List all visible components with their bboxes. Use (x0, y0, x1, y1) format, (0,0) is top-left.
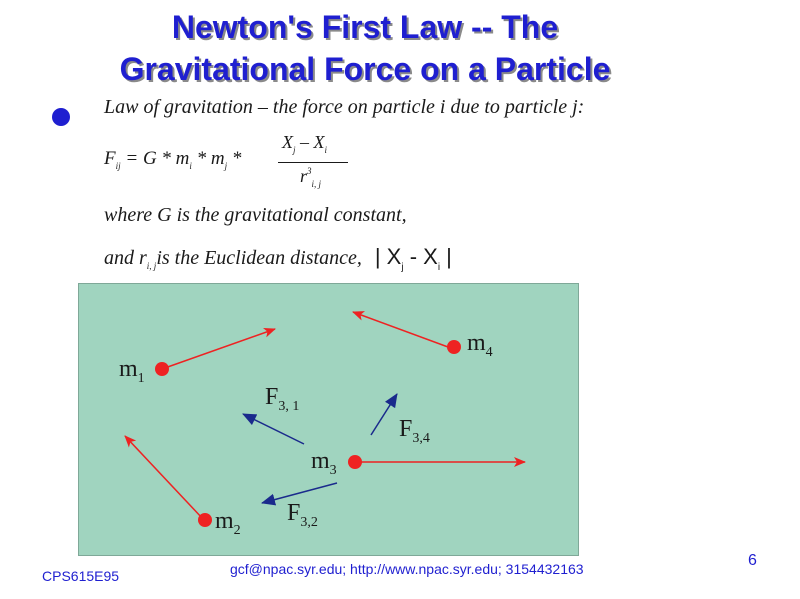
particle-m4 (447, 340, 461, 354)
label-m2-sub: 2 (233, 523, 241, 538)
formula-denominator (300, 166, 321, 187)
num-xi-sub: i (324, 145, 328, 155)
den-sub: i, j (311, 179, 322, 189)
and-text: and r (104, 247, 147, 269)
label-f31 (265, 384, 300, 414)
label-m4-main: m (467, 330, 486, 356)
course-code: CPS615E95 (42, 568, 120, 584)
label-f32 (287, 500, 318, 530)
dist-minus: - X (403, 244, 438, 269)
den-r: r (300, 166, 308, 186)
label-m1-main: m (119, 356, 138, 382)
title-line-2: Gravitational Force on a Particle (119, 51, 611, 87)
label-m4 (467, 330, 493, 360)
velocity-arrow-m2 (125, 436, 203, 519)
distance-expression (374, 244, 452, 273)
page-number: 6 (748, 552, 757, 569)
and-sub: i, j (146, 261, 157, 271)
formula-star: * (231, 148, 242, 169)
label-m1-sub: 1 (137, 371, 145, 386)
label-f32-main: F (287, 500, 301, 526)
label-m1 (119, 356, 145, 386)
law-statement: Law of gravitation – the force on particle i due to particle j: (104, 96, 585, 118)
gravitation-formula (104, 128, 374, 192)
label-f34 (399, 416, 430, 446)
den-sup: 3 (307, 166, 312, 176)
label-f34-main: F (399, 416, 413, 442)
slide-title (0, 6, 730, 90)
label-f31-main: F (265, 384, 279, 410)
label-m3-main: m (311, 448, 330, 474)
contact-info: gcf@npac.syr.edu; http://www.npac.syr.edu; 3154432163 (230, 561, 584, 577)
force-diagram (78, 283, 579, 556)
num-xi: – X (300, 132, 325, 152)
particle-m1 (155, 362, 169, 376)
velocity-arrow-m4 (353, 312, 448, 347)
label-m4-sub: 4 (485, 345, 493, 360)
formula-lhs (104, 148, 241, 170)
formula-f: F (104, 148, 116, 169)
force-arrow-f34 (371, 394, 397, 435)
force-arrow-f31 (243, 414, 304, 444)
bullet-icon (52, 108, 70, 126)
formula-f-sub: ij (115, 161, 121, 171)
label-m3-sub: 3 (329, 463, 337, 478)
formula-mi-sub: i (189, 161, 192, 171)
formula-eq: = G * m (125, 148, 190, 169)
dist-sub-i: i (437, 262, 441, 273)
dist-sub-j: j (401, 262, 404, 273)
label-f34-sub: 3,4 (412, 431, 430, 446)
num-xj-sub: j (293, 145, 296, 155)
label-m3 (311, 448, 337, 478)
formula-mj-sub: j (224, 161, 228, 171)
and-text-2: is the Euclidean distance, (156, 247, 362, 269)
formula-numerator (282, 132, 327, 153)
force-diagram-svg (79, 284, 580, 557)
particle-m2 (198, 513, 212, 527)
label-f32-sub: 3,2 (300, 515, 318, 530)
title-line-1: Newton's First Law -- The (171, 9, 559, 45)
velocity-arrow-m1 (162, 329, 275, 369)
where-statement: where G is the gravitational constant, (104, 204, 407, 226)
particle-m3 (348, 455, 362, 469)
fraction-line (278, 162, 348, 163)
num-xj: X (282, 132, 293, 152)
distance-statement (104, 244, 452, 273)
dist-close: | (440, 244, 452, 269)
label-f31-sub: 3, 1 (278, 399, 300, 414)
dist-open: | X (374, 244, 402, 269)
label-m2 (215, 508, 241, 538)
formula-mj: * m (196, 148, 225, 169)
label-m2-main: m (215, 508, 234, 534)
